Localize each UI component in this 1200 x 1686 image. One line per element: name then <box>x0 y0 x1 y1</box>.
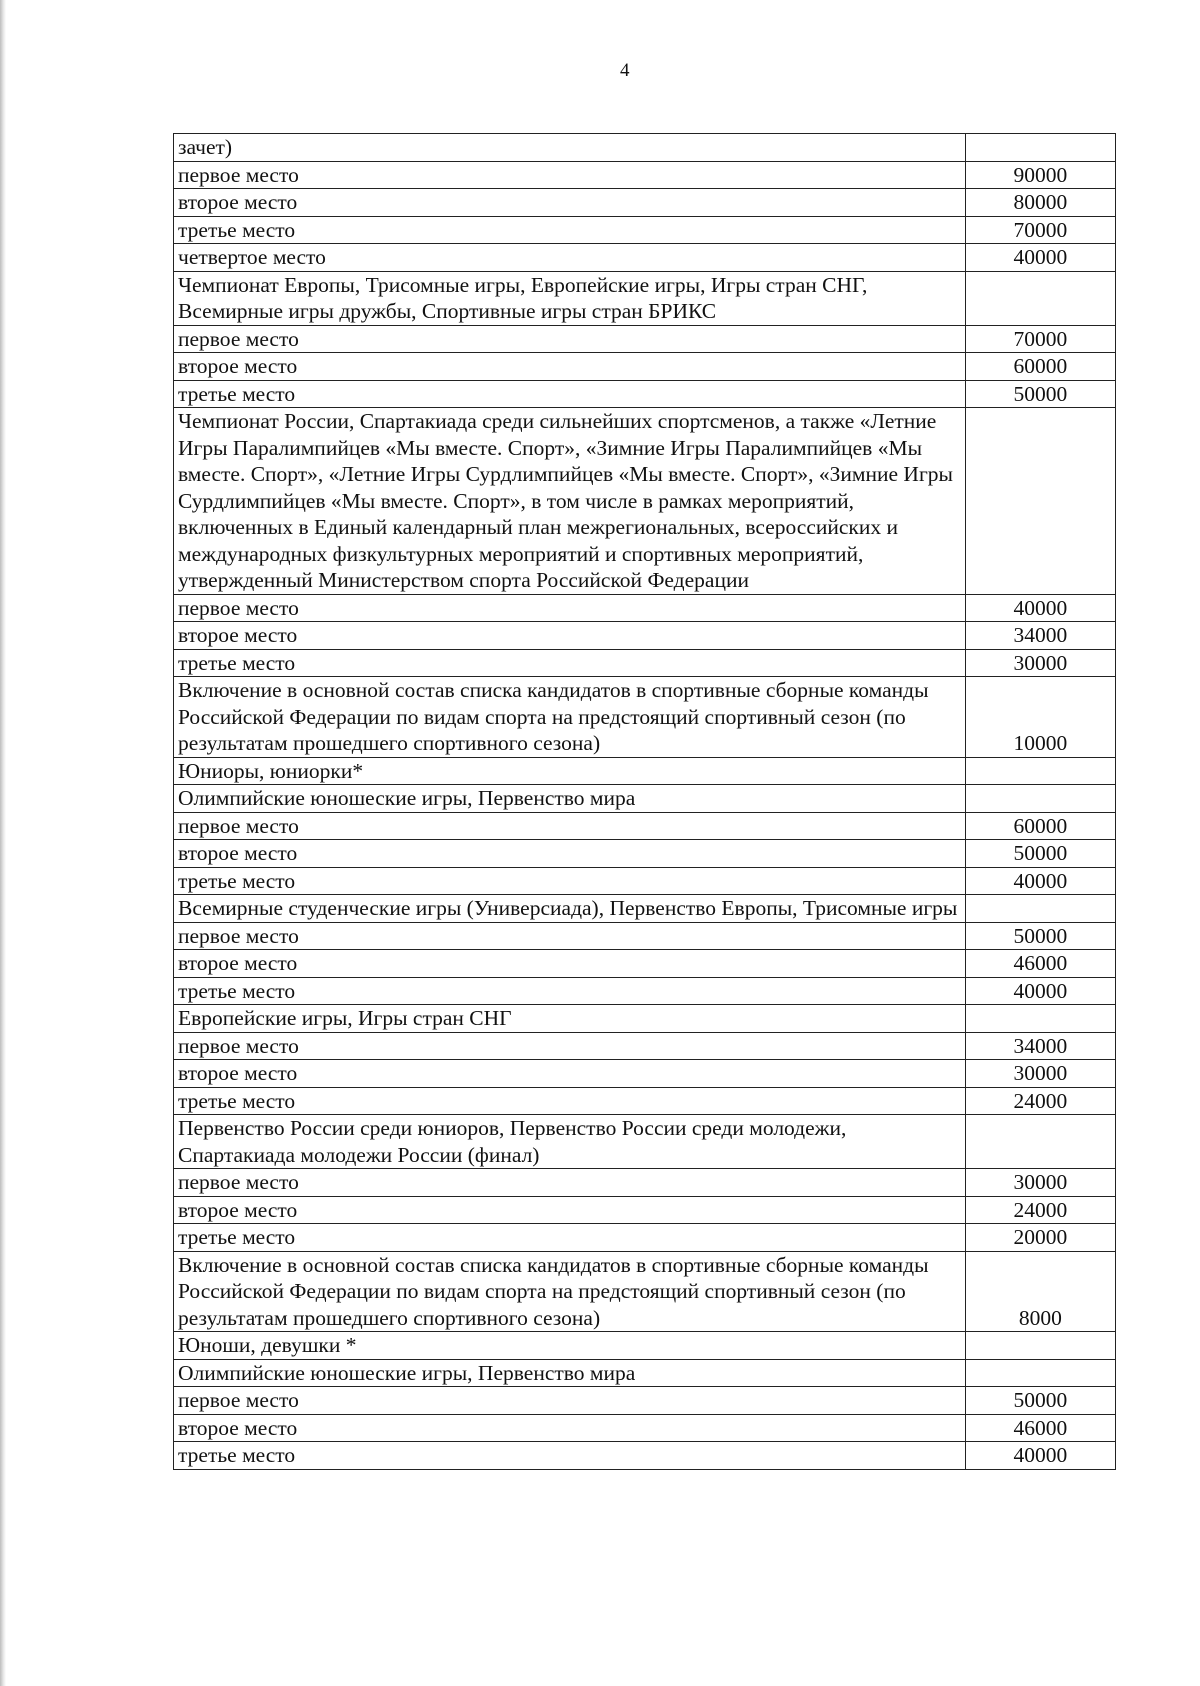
award-amount: 10000 <box>965 677 1115 758</box>
award-amount: 8000 <box>965 1251 1115 1332</box>
award-amount: 70000 <box>965 325 1115 353</box>
award-amount: 50000 <box>965 840 1115 868</box>
place-label: первое место <box>174 594 966 622</box>
award-amount: 46000 <box>965 950 1115 978</box>
event-header-row <box>174 785 1116 813</box>
award-amount: 30000 <box>965 1060 1115 1088</box>
place-row <box>174 867 1116 895</box>
place-row <box>174 1087 1116 1115</box>
event-title: Европейские игры, Игры стран СНГ <box>174 1005 966 1033</box>
award-table-body <box>174 134 1116 1470</box>
event-title: Первенство России среди юниоров, Первенство России среди молодежи, Спартакиада молодежи России (финал) <box>174 1115 966 1169</box>
place-row <box>174 1224 1116 1252</box>
event-header-row <box>174 1005 1116 1033</box>
place-row <box>174 1196 1116 1224</box>
event-title: Олимпийские юношеские игры, Первенство мира <box>174 1359 966 1387</box>
event-title: Чемпионат России, Спартакиада среди сильнейших спортсменов, а также «Летние Игры Паралимпийцев «Мы вместе. Спорт», «Зимние Игры Паралимпийцев «Мы вместе. Спорт», «Летние Игры Сурдлимпийцев «Мы вместе. Спорт», «Зимние Игры Сурдлимпийцев «Мы вместе. Спорт», в том числе в рамках мероприятий, включенных в Единый календарный план межрегиональных, всероссийских и международных физкультурных мероприятий и спортивных мероприятий, утвержденный Министерством спорта Российской Федерации <box>174 408 966 595</box>
category-label: Юноши, девушки * <box>174 1332 966 1360</box>
place-label: второе место <box>174 1196 966 1224</box>
place-label: третье место <box>174 380 966 408</box>
award-amount <box>965 134 1115 162</box>
place-label: второе место <box>174 189 966 217</box>
event-header-row <box>174 1359 1116 1387</box>
award-amount: 24000 <box>965 1196 1115 1224</box>
place-label: первое место <box>174 922 966 950</box>
event-header-row <box>174 1115 1116 1169</box>
place-label: второе место <box>174 1060 966 1088</box>
award-amount: 90000 <box>965 161 1115 189</box>
place-row <box>174 353 1116 381</box>
award-amount: 70000 <box>965 216 1115 244</box>
place-label: второе место <box>174 622 966 650</box>
place-label: первое место <box>174 161 966 189</box>
award-amount <box>965 408 1115 595</box>
place-label: первое место <box>174 325 966 353</box>
candidates-row <box>174 677 1116 758</box>
place-row <box>174 840 1116 868</box>
candidates-row <box>174 1251 1116 1332</box>
place-label: первое место <box>174 1387 966 1415</box>
award-amount: 20000 <box>965 1224 1115 1252</box>
event-title: Включение в основной состав списка кандидатов в спортивные сборные команды Российской Федерации по видам спорта на предстоящий спортивный сезон (по результатам прошедшего спортивного сезона) <box>174 677 966 758</box>
award-amount: 40000 <box>965 594 1115 622</box>
place-label: первое место <box>174 1032 966 1060</box>
page-number: 4 <box>620 60 630 81</box>
place-row <box>174 1414 1116 1442</box>
event-title: зачет) <box>174 134 966 162</box>
place-label: второе место <box>174 353 966 381</box>
place-row <box>174 950 1116 978</box>
event-title: Олимпийские юношеские игры, Первенство мира <box>174 785 966 813</box>
event-header-row <box>174 408 1116 595</box>
award-amount: 30000 <box>965 649 1115 677</box>
award-amount <box>965 895 1115 923</box>
award-amount: 50000 <box>965 1387 1115 1415</box>
award-amount <box>965 785 1115 813</box>
place-row <box>174 325 1116 353</box>
place-row <box>174 216 1116 244</box>
award-amount <box>965 1332 1115 1360</box>
award-amount: 40000 <box>965 1442 1115 1470</box>
place-label: третье место <box>174 649 966 677</box>
place-label: третье место <box>174 977 966 1005</box>
place-row <box>174 1442 1116 1470</box>
category-label: Юниоры, юниорки* <box>174 757 966 785</box>
award-amount <box>965 1359 1115 1387</box>
event-header-row <box>174 134 1116 162</box>
award-amount: 60000 <box>965 812 1115 840</box>
award-amount <box>965 1115 1115 1169</box>
award-amount: 50000 <box>965 380 1115 408</box>
place-label: третье место <box>174 1087 966 1115</box>
place-label: третье место <box>174 216 966 244</box>
award-amount: 40000 <box>965 977 1115 1005</box>
award-amount: 46000 <box>965 1414 1115 1442</box>
award-amount: 24000 <box>965 1087 1115 1115</box>
place-row <box>174 380 1116 408</box>
category-row <box>174 757 1116 785</box>
place-row <box>174 594 1116 622</box>
place-row <box>174 977 1116 1005</box>
award-amount: 50000 <box>965 922 1115 950</box>
place-row <box>174 1387 1116 1415</box>
place-label: второе место <box>174 840 966 868</box>
place-label: третье место <box>174 867 966 895</box>
place-label: первое место <box>174 1169 966 1197</box>
place-label: третье место <box>174 1224 966 1252</box>
place-row <box>174 649 1116 677</box>
place-row <box>174 922 1116 950</box>
event-title: Включение в основной состав списка кандидатов в спортивные сборные команды Российской Федерации по видам спорта на предстоящий спортивный сезон (по результатам прошедшего спортивного сезона) <box>174 1251 966 1332</box>
place-row <box>174 161 1116 189</box>
scan-edge-shadow <box>0 0 6 1686</box>
award-amount: 34000 <box>965 1032 1115 1060</box>
category-row <box>174 1332 1116 1360</box>
place-label: второе место <box>174 950 966 978</box>
place-row <box>174 1032 1116 1060</box>
award-amount: 40000 <box>965 867 1115 895</box>
place-label: третье место <box>174 1442 966 1470</box>
award-amount: 34000 <box>965 622 1115 650</box>
award-amount: 30000 <box>965 1169 1115 1197</box>
place-row <box>174 1169 1116 1197</box>
place-row <box>174 622 1116 650</box>
place-label: второе место <box>174 1414 966 1442</box>
place-row <box>174 812 1116 840</box>
award-amount: 80000 <box>965 189 1115 217</box>
event-title: Чемпионат Европы, Трисомные игры, Европейские игры, Игры стран СНГ, Всемирные игры дружбы, Спортивные игры стран БРИКС <box>174 271 966 325</box>
place-row <box>174 244 1116 272</box>
event-title: Всемирные студенческие игры (Универсиада), Первенство Европы, Трисомные игры <box>174 895 966 923</box>
award-amount: 40000 <box>965 244 1115 272</box>
place-label: четвертое место <box>174 244 966 272</box>
award-amount <box>965 1005 1115 1033</box>
place-row <box>174 1060 1116 1088</box>
place-row <box>174 189 1116 217</box>
event-header-row <box>174 895 1116 923</box>
place-label: первое место <box>174 812 966 840</box>
event-header-row <box>174 271 1116 325</box>
award-table <box>173 133 1116 1470</box>
award-amount: 60000 <box>965 353 1115 381</box>
award-amount <box>965 757 1115 785</box>
award-amount <box>965 271 1115 325</box>
